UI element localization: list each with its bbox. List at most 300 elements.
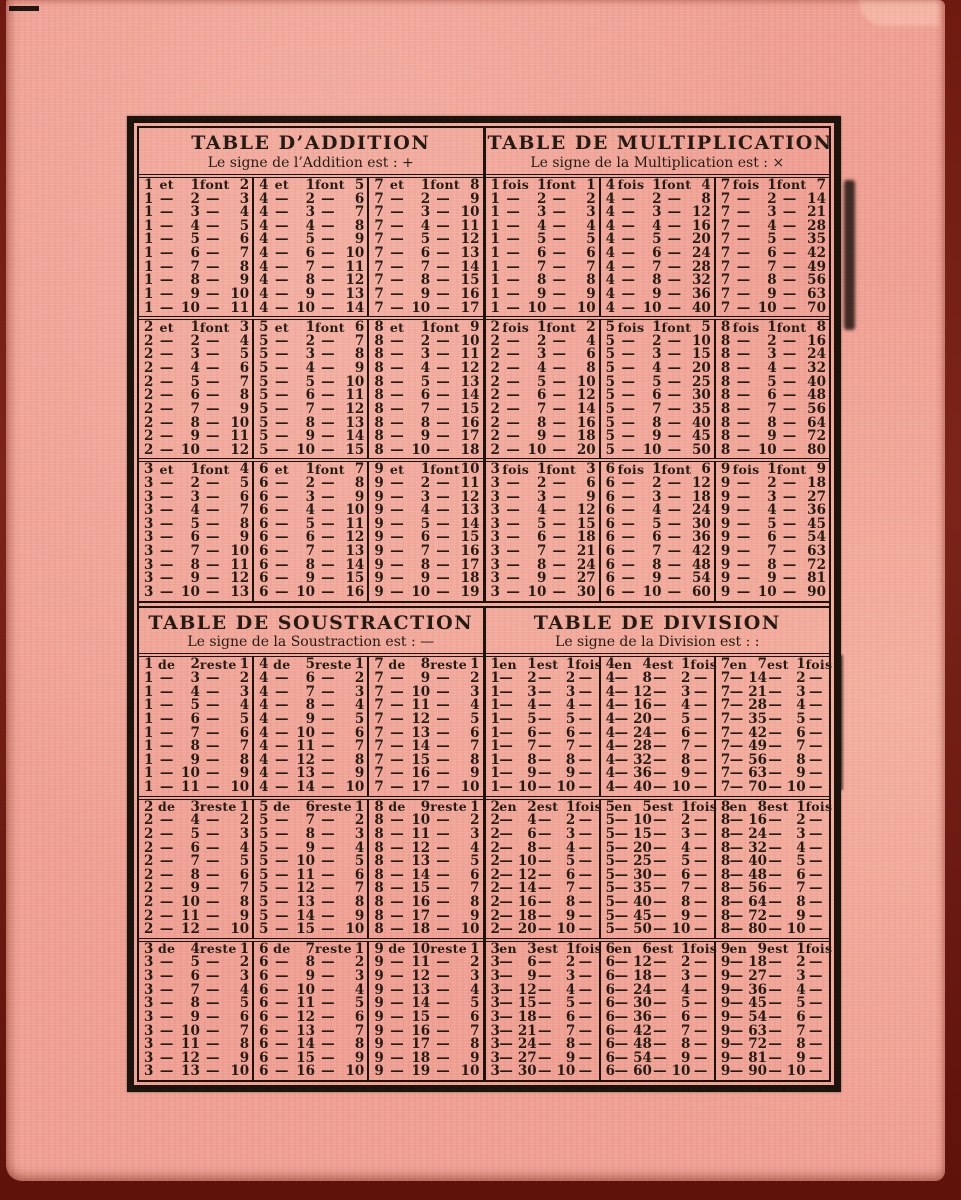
table-block: [486, 656, 833, 796]
dash: —: [578, 825, 593, 842]
operation-word: et: [389, 461, 405, 477]
dash: —: [499, 1049, 513, 1066]
dash: —: [693, 683, 708, 700]
number: 8: [720, 880, 731, 897]
operation-word: et: [159, 461, 174, 477]
dash: —: [782, 204, 797, 221]
number: 6: [605, 1049, 616, 1066]
number: 6: [586, 474, 596, 491]
dash: —: [537, 880, 552, 897]
dash: —: [205, 921, 220, 938]
operation-word: fois: [617, 461, 645, 477]
number: 7: [720, 697, 731, 714]
number: 11: [345, 258, 365, 275]
number: 7: [565, 738, 576, 755]
number: 7: [796, 738, 806, 755]
number: 9: [527, 765, 537, 782]
dash: —: [499, 765, 513, 782]
number: 40: [692, 299, 711, 316]
dash: —: [552, 258, 566, 275]
number: 9: [652, 570, 662, 587]
number: 8: [720, 414, 731, 431]
number: 12: [345, 272, 365, 289]
dash: —: [390, 1022, 404, 1039]
dash: —: [768, 981, 782, 998]
dash: —: [552, 245, 566, 262]
number: 5: [767, 231, 777, 248]
number: 3: [144, 995, 154, 1012]
dash: —: [736, 515, 751, 532]
number: 4: [190, 217, 200, 234]
number: 5: [354, 176, 365, 193]
operation-word: font: [776, 319, 807, 335]
operation-word: reste: [199, 656, 237, 672]
number: 7: [354, 880, 365, 897]
dash: —: [768, 839, 782, 856]
number: 1: [652, 176, 662, 193]
number: 8: [239, 894, 250, 911]
dash: —: [390, 981, 404, 998]
dash: —: [621, 190, 636, 207]
dash: —: [159, 853, 174, 870]
dash: —: [321, 683, 335, 700]
number: 5: [239, 710, 250, 727]
number: 2: [490, 400, 500, 417]
table-line: [257, 441, 365, 458]
number: 8: [305, 414, 316, 431]
operation-word: font: [546, 461, 577, 477]
number: 9: [354, 765, 365, 782]
dash: —: [537, 954, 552, 971]
number: 6: [470, 724, 480, 741]
dash: —: [614, 751, 629, 768]
number: 3: [796, 825, 806, 842]
dash: —: [390, 360, 404, 377]
dash: —: [159, 1022, 174, 1039]
dash: —: [506, 570, 520, 587]
dash: —: [729, 995, 744, 1012]
number: 4: [259, 751, 269, 768]
number: 5: [470, 710, 480, 727]
number: 9: [374, 1008, 384, 1025]
number: 8: [796, 751, 806, 768]
dash: —: [205, 360, 220, 377]
number: 27: [517, 1049, 537, 1066]
dash: —: [729, 981, 744, 998]
number: 2: [144, 346, 154, 363]
number: 2: [144, 907, 154, 924]
number: 1: [190, 319, 200, 336]
number: 11: [460, 474, 480, 491]
number: 7: [720, 656, 731, 673]
number: 6: [605, 1036, 616, 1053]
dash: —: [768, 1049, 782, 1066]
number: 4: [259, 765, 269, 782]
dash: —: [499, 954, 513, 971]
number: 3: [536, 204, 547, 221]
number: 30: [576, 583, 596, 600]
number: 9: [374, 543, 384, 560]
number: 5: [701, 319, 711, 336]
number: 6: [259, 954, 269, 971]
dash: —: [667, 570, 682, 587]
number: 12: [411, 839, 431, 856]
number: 2: [565, 812, 576, 829]
number: 3: [490, 529, 500, 546]
number: 8: [720, 825, 731, 842]
number: 6: [605, 583, 616, 600]
number: 9: [720, 583, 731, 600]
number: 1: [420, 461, 431, 478]
number: 10: [411, 812, 431, 829]
number: 1: [354, 798, 365, 815]
table-line: [142, 923, 249, 937]
table-multiplication: [483, 128, 833, 601]
operation-word: de: [388, 799, 406, 815]
operation-word: en: [729, 941, 748, 957]
dash: —: [653, 724, 667, 741]
dash: —: [614, 779, 629, 796]
dash: —: [205, 285, 220, 302]
table-subtitle: Le signe de l’Addition est : +: [207, 154, 414, 171]
number: 5: [190, 373, 200, 390]
operation-word: de: [273, 799, 291, 815]
number: 1: [536, 319, 547, 336]
number: 7: [720, 217, 731, 234]
number: 4: [605, 738, 616, 755]
dash: —: [537, 866, 552, 883]
number: 1: [490, 738, 500, 755]
dash: —: [275, 387, 289, 404]
dash: —: [552, 570, 566, 587]
number: 9: [757, 940, 768, 957]
table-line: [489, 923, 596, 937]
dash: —: [809, 710, 823, 727]
dash: —: [537, 738, 552, 755]
operation-word: est: [651, 941, 674, 957]
dash: —: [321, 488, 335, 505]
dash: —: [768, 894, 782, 911]
number: 10: [642, 583, 662, 600]
dash: —: [736, 231, 751, 248]
dash: —: [614, 907, 629, 924]
dash: —: [653, 1036, 667, 1053]
number: 6: [536, 245, 547, 262]
dash: —: [614, 921, 629, 938]
dash: —: [809, 1036, 823, 1053]
number: 72: [807, 556, 826, 573]
number: 5: [259, 825, 269, 842]
dash: —: [768, 1022, 782, 1039]
number: 30: [692, 515, 711, 532]
number: 3: [239, 825, 250, 842]
number: 6: [190, 529, 200, 546]
number: 7: [720, 299, 731, 316]
dash: —: [506, 474, 520, 491]
number: 6: [354, 724, 365, 741]
number: 2: [305, 332, 316, 349]
number: 35: [807, 231, 826, 248]
dash: —: [552, 299, 566, 316]
dash: —: [321, 502, 335, 519]
number: 8: [305, 954, 316, 971]
dash: —: [436, 683, 450, 700]
number: 4: [259, 176, 269, 193]
dash: —: [552, 441, 566, 458]
number: 5: [259, 332, 269, 349]
dash: —: [537, 683, 552, 700]
dash: —: [768, 880, 782, 897]
dash: —: [552, 400, 566, 417]
number: 10: [411, 299, 431, 316]
dash: —: [768, 670, 782, 687]
number: 3: [652, 204, 662, 221]
dash: —: [578, 981, 593, 998]
table-header: [486, 128, 833, 178]
dash: —: [275, 981, 289, 998]
number: 7: [374, 779, 384, 796]
number: 4: [652, 502, 662, 519]
number: 1: [796, 798, 806, 815]
dash: —: [782, 272, 797, 289]
dash: —: [653, 853, 667, 870]
dash: —: [275, 1036, 289, 1053]
number: 9: [374, 461, 384, 478]
number: 9: [720, 1063, 731, 1080]
number: 11: [181, 1036, 200, 1053]
number: 6: [190, 968, 200, 985]
dash: —: [275, 414, 289, 431]
number: 8: [374, 387, 384, 404]
dash: —: [653, 779, 667, 796]
number: 6: [239, 866, 250, 883]
number: 8: [374, 907, 384, 924]
dash: —: [159, 414, 174, 431]
dash: —: [499, 697, 513, 714]
number: 8: [720, 839, 731, 856]
number: 5: [239, 217, 250, 234]
dash: —: [321, 1063, 335, 1080]
dash: —: [205, 299, 220, 316]
number: 8: [767, 556, 777, 573]
number: 1: [652, 461, 662, 478]
number: 6: [767, 245, 777, 262]
dash: —: [205, 697, 220, 714]
dash: —: [205, 812, 220, 829]
number: 3: [305, 346, 316, 363]
dash: —: [159, 502, 174, 519]
dash: —: [205, 428, 220, 445]
number: 2: [144, 373, 154, 390]
number: 80: [748, 921, 768, 938]
operation-word: fois: [805, 941, 833, 957]
number: 2: [144, 921, 154, 938]
dash: —: [390, 190, 404, 207]
number: 13: [296, 765, 316, 782]
dash: —: [729, 921, 744, 938]
operation-word: et: [274, 177, 289, 193]
number: 8: [720, 400, 731, 417]
dash: —: [436, 954, 450, 971]
number: 7: [354, 461, 365, 478]
number: 8: [374, 921, 384, 938]
dash: —: [693, 765, 708, 782]
dash: —: [693, 1036, 708, 1053]
number: 6: [605, 940, 616, 957]
number: 1: [144, 285, 154, 302]
number: 36: [692, 529, 711, 546]
number: 7: [757, 656, 768, 673]
number: 3: [190, 798, 200, 815]
number: 9: [796, 907, 806, 924]
dash: —: [499, 907, 513, 924]
number: 4: [527, 697, 537, 714]
dash: —: [614, 880, 629, 897]
dash: —: [205, 245, 220, 262]
number: 8: [374, 866, 384, 883]
number: 2: [652, 474, 662, 491]
number: 4: [190, 360, 200, 377]
number: 5: [354, 995, 365, 1012]
dash: —: [436, 907, 450, 924]
number: 1: [144, 683, 154, 700]
number: 1: [144, 231, 154, 248]
operation-word: fois: [617, 177, 645, 193]
number: 54: [633, 1049, 652, 1066]
number: 10: [460, 461, 480, 478]
number: 4: [605, 683, 616, 700]
number: 9: [720, 995, 731, 1012]
dash: —: [736, 570, 751, 587]
operation-word: et: [274, 319, 289, 335]
number: 25: [633, 853, 652, 870]
dash: —: [205, 968, 220, 985]
number: 14: [345, 428, 365, 445]
dash: —: [499, 710, 513, 727]
number: 1: [490, 204, 500, 221]
dash: —: [275, 231, 289, 248]
number: 9: [239, 272, 250, 289]
number: 9: [354, 488, 365, 505]
operation-word: reste: [315, 656, 352, 672]
table-line: [489, 583, 596, 600]
number: 72: [748, 1036, 768, 1053]
number: 5: [565, 710, 576, 727]
number: 3: [490, 543, 500, 560]
number: 5: [259, 373, 269, 390]
number: 8: [374, 839, 384, 856]
dash: —: [653, 751, 667, 768]
number: 9: [374, 488, 384, 505]
number: 9: [767, 570, 777, 587]
number: 18: [748, 954, 768, 971]
number: 9: [190, 285, 200, 302]
number: 7: [720, 751, 731, 768]
number: 8: [720, 921, 731, 938]
dash: —: [693, 968, 708, 985]
dash: —: [321, 414, 335, 431]
dash: —: [782, 543, 797, 560]
number: 5: [605, 921, 616, 938]
number: 63: [807, 285, 826, 302]
number: 5: [259, 346, 269, 363]
number: 3: [144, 461, 154, 478]
dash: —: [205, 570, 220, 587]
number: 10: [345, 779, 365, 796]
table-line: [372, 583, 480, 600]
dash: —: [621, 299, 636, 316]
dash: —: [390, 839, 404, 856]
number: 7: [536, 400, 547, 417]
table-title: TABLE DE DIVISION: [533, 611, 781, 634]
number: 40: [807, 373, 826, 390]
number: 2: [305, 190, 316, 207]
number: 4: [239, 332, 250, 349]
number: 10: [296, 853, 316, 870]
number: 13: [230, 583, 250, 600]
operation-word: en: [499, 941, 517, 957]
dash: —: [621, 529, 636, 546]
number: 3: [527, 683, 537, 700]
dash: —: [390, 1036, 404, 1053]
dash: —: [552, 272, 566, 289]
number: 4: [239, 204, 250, 221]
number: 9: [565, 907, 576, 924]
dash: —: [159, 441, 174, 458]
number: 72: [807, 428, 826, 445]
number: 90: [748, 1063, 768, 1080]
number: 8: [720, 319, 731, 336]
number: 7: [720, 272, 731, 289]
number: 9: [354, 231, 365, 248]
dash: —: [159, 258, 174, 275]
dash: —: [390, 995, 404, 1012]
number: 1: [796, 656, 806, 673]
number: 36: [692, 285, 711, 302]
number: 5: [305, 515, 316, 532]
dash: —: [809, 968, 823, 985]
number: 10: [757, 299, 777, 316]
number: 7: [420, 258, 431, 275]
dash: —: [390, 543, 404, 560]
dash: —: [782, 245, 797, 262]
dash: —: [275, 428, 289, 445]
number: 4: [652, 360, 662, 377]
paper-corner-wear: [859, 0, 939, 26]
number: 6: [259, 1036, 269, 1053]
number: 5: [767, 373, 777, 390]
number: 6: [605, 1022, 616, 1039]
dash: —: [275, 190, 289, 207]
number: 6: [259, 515, 269, 532]
number: 9: [190, 751, 200, 768]
number: 6: [605, 981, 616, 998]
number: 1: [796, 940, 806, 957]
number: 9: [720, 556, 731, 573]
dash: —: [205, 765, 220, 782]
number: 5: [536, 231, 547, 248]
table-line: [719, 781, 826, 795]
number: 9: [681, 907, 691, 924]
dash: —: [552, 488, 566, 505]
dash: —: [275, 968, 289, 985]
number: 49: [748, 738, 768, 755]
operation-word: font: [661, 461, 692, 477]
dash: —: [736, 488, 751, 505]
dash: —: [275, 332, 289, 349]
number: 6: [190, 710, 200, 727]
number: 8: [720, 360, 731, 377]
